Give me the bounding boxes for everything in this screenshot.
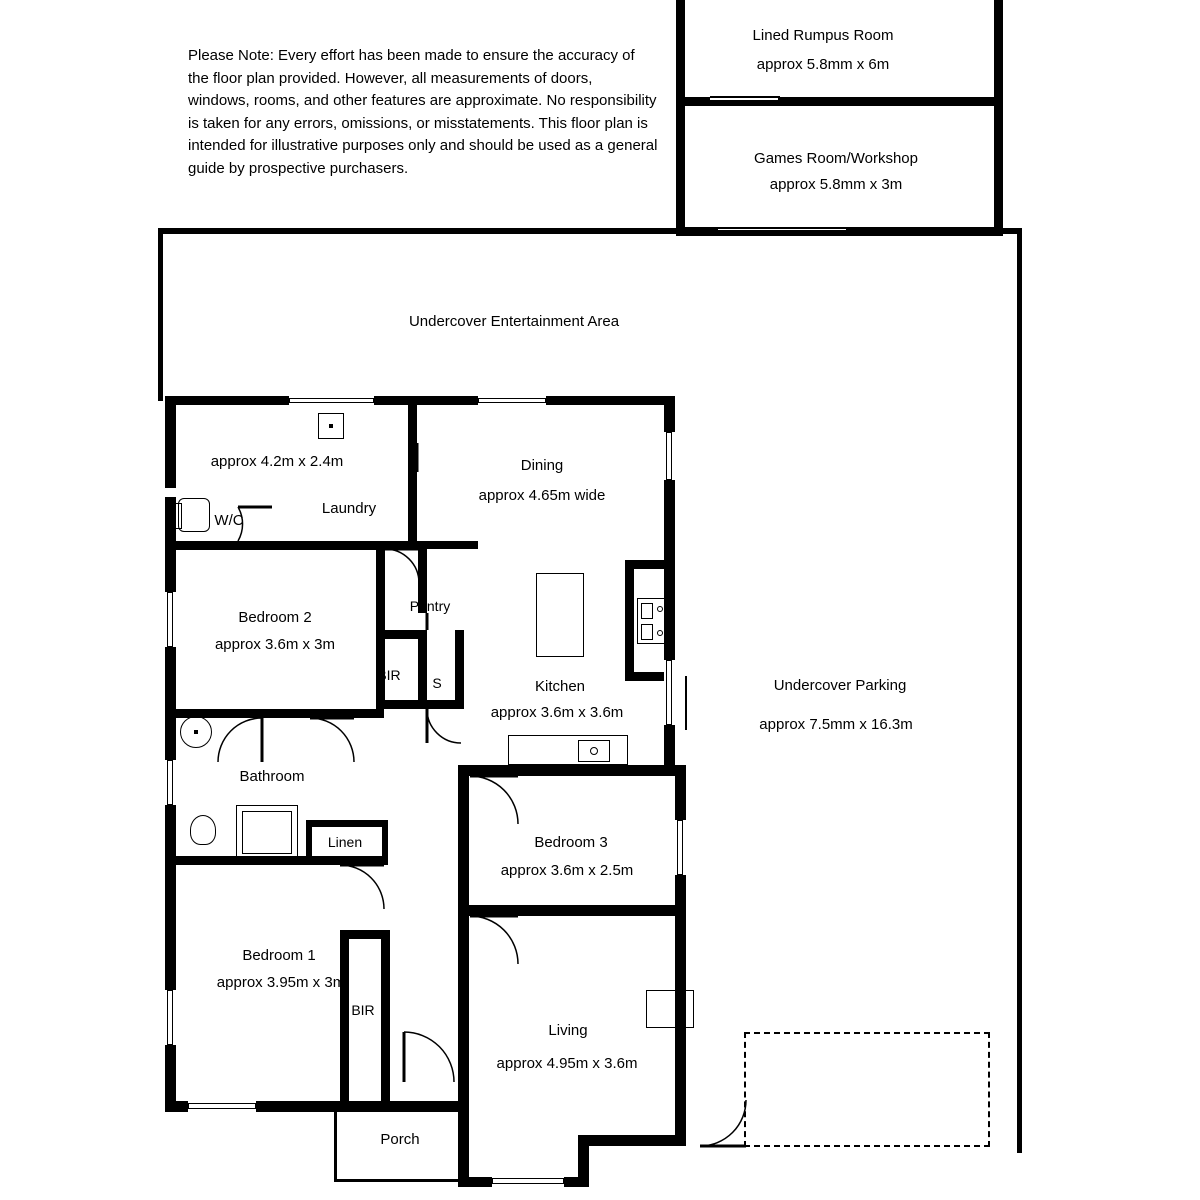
room-label-rumpus: Lined Rumpus Room bbox=[752, 27, 894, 44]
window-right-bed3 bbox=[677, 820, 683, 875]
window-right-dining bbox=[666, 432, 672, 480]
room-label-wc: W/C bbox=[214, 512, 244, 529]
line-games-opening-2 bbox=[718, 227, 848, 229]
line-games-opening-1 bbox=[718, 232, 848, 234]
room-dim-shed: approx 4.2m x 2.4m bbox=[210, 453, 344, 470]
room-label-linen: Linen bbox=[327, 834, 363, 850]
wall-rumpus-left-upper bbox=[676, 0, 685, 105]
room-label-porch: Porch bbox=[380, 1131, 420, 1148]
wall-house-top bbox=[165, 396, 675, 405]
wall-parking-right bbox=[1017, 228, 1022, 1153]
wall-entertainment-left bbox=[158, 228, 163, 401]
wall-rumpus-right bbox=[994, 0, 1003, 235]
room-dim-bedroom3: approx 3.6m x 2.5m bbox=[500, 862, 634, 879]
window-left-bed1 bbox=[167, 990, 173, 1045]
room-dim-kitchen: approx 3.6m x 3.6m bbox=[490, 704, 624, 721]
window-top-1 bbox=[289, 398, 374, 403]
wc-toilet bbox=[178, 498, 210, 532]
kitchen-cooktop-knob-2 bbox=[657, 630, 663, 636]
room-label-bir-bedroom1: BIR bbox=[351, 1002, 375, 1018]
bathroom-basin-drain bbox=[194, 730, 198, 734]
porch-edge-left bbox=[334, 1112, 337, 1182]
room-label-living: Living bbox=[548, 1022, 588, 1039]
bathroom-shower-inner bbox=[242, 811, 292, 854]
wall-bedroom3-left bbox=[458, 765, 469, 1105]
room-dim-games: approx 5.8mm x 3m bbox=[769, 176, 903, 193]
room-dim-dining: approx 4.65m wide bbox=[478, 487, 606, 504]
parking-bay-outline bbox=[744, 1032, 990, 1147]
room-dim-parking: approx 7.5mm x 16.3m bbox=[759, 716, 913, 733]
wall-kitchen-bench-left bbox=[625, 560, 634, 680]
kitchen-cooktop-knob-1 bbox=[657, 606, 663, 612]
line-divider-opening-2 bbox=[710, 96, 778, 98]
wall-entertainment-top-left bbox=[158, 228, 680, 234]
wall-kitchen-bottom bbox=[458, 765, 686, 776]
wall-living-bottom-right bbox=[578, 1135, 686, 1146]
laundry-trough-drain bbox=[329, 424, 333, 428]
room-label-dining: Dining bbox=[520, 457, 564, 474]
wall-games-left bbox=[676, 105, 685, 235]
line-divider-opening-1 bbox=[710, 101, 778, 103]
room-label-bathroom: Bathroom bbox=[239, 768, 305, 785]
line-divider-opening-edge bbox=[778, 96, 780, 103]
wall-kitchen-bench-top bbox=[625, 560, 675, 569]
wall-bir-bedroom1-left bbox=[340, 930, 349, 1102]
room-label-kitchen: Kitchen bbox=[534, 678, 586, 695]
room-label-bedroom1: Bedroom 1 bbox=[242, 947, 316, 964]
room-dim-bedroom1: approx 3.95m x 3m bbox=[216, 974, 346, 991]
gap-divider-opening bbox=[710, 98, 778, 100]
gap-left-wall-wc bbox=[165, 488, 177, 497]
wall-bir-store-bottom bbox=[376, 700, 464, 709]
living-bay-window bbox=[646, 990, 694, 1028]
wall-bedroom3-bottom bbox=[458, 905, 676, 916]
kitchen-cooktop-burner-1 bbox=[641, 603, 653, 619]
room-label-store: S bbox=[432, 675, 442, 691]
window-right-kitchen bbox=[666, 660, 672, 725]
window-bottom-bed1 bbox=[188, 1103, 256, 1109]
room-label-entertainment: Undercover Entertainment Area bbox=[408, 313, 620, 330]
wall-entertainment-top-right bbox=[846, 228, 1022, 234]
window-left-bath bbox=[167, 760, 173, 805]
wall-bir-bedroom1-right bbox=[381, 930, 390, 1102]
kitchen-cooktop-burner-2 bbox=[641, 624, 653, 640]
room-label-bir-top: BIR bbox=[377, 667, 401, 683]
room-dim-bedroom2: approx 3.6m x 3m bbox=[214, 636, 336, 653]
window-bottom-living bbox=[492, 1178, 564, 1184]
wall-bir-right bbox=[418, 630, 427, 708]
room-label-bedroom2: Bedroom 2 bbox=[238, 609, 312, 626]
room-label-games: Games Room/Workshop bbox=[754, 150, 918, 167]
window-left-bed2 bbox=[167, 592, 173, 647]
room-dim-living: approx 4.95m x 3.6m bbox=[496, 1055, 638, 1072]
kitchen-sink-drain bbox=[590, 747, 598, 755]
room-dim-rumpus: approx 5.8mm x 6m bbox=[756, 56, 890, 73]
room-label-pantry: Pantry bbox=[409, 598, 451, 614]
window-top-2 bbox=[478, 398, 546, 403]
room-label-laundry: Laundry bbox=[321, 500, 377, 517]
bathroom-toilet bbox=[190, 815, 216, 845]
room-label-parking: Undercover Parking bbox=[773, 677, 907, 694]
disclaimer-note: Please Note: Every effort has been made to ensure the accuracy of the floor plan provided. However, all measurements of doors, windows, rooms, and other features are approximate. No responsibility is taken for any errors, omissions, or misstatements. This floor plan is intended for illustrative purposes only and should be used as a general guide by prospective purchasers. bbox=[188, 47, 658, 177]
kitchen-island bbox=[536, 573, 584, 657]
wall-linen-left bbox=[306, 820, 312, 860]
wall-linen-right bbox=[382, 820, 388, 860]
wall-linen-top bbox=[306, 820, 388, 827]
room-label-bedroom3: Bedroom 3 bbox=[534, 834, 608, 851]
kitchen-bench-bottom bbox=[508, 735, 628, 765]
wall-store-right bbox=[455, 630, 464, 708]
wall-bedroom2-bottom bbox=[176, 709, 384, 718]
wall-laundry-right bbox=[408, 400, 417, 541]
porch-edge-bottom bbox=[334, 1179, 464, 1182]
wall-dining-left-stub bbox=[458, 541, 478, 549]
wall-porch-right bbox=[458, 1101, 469, 1186]
